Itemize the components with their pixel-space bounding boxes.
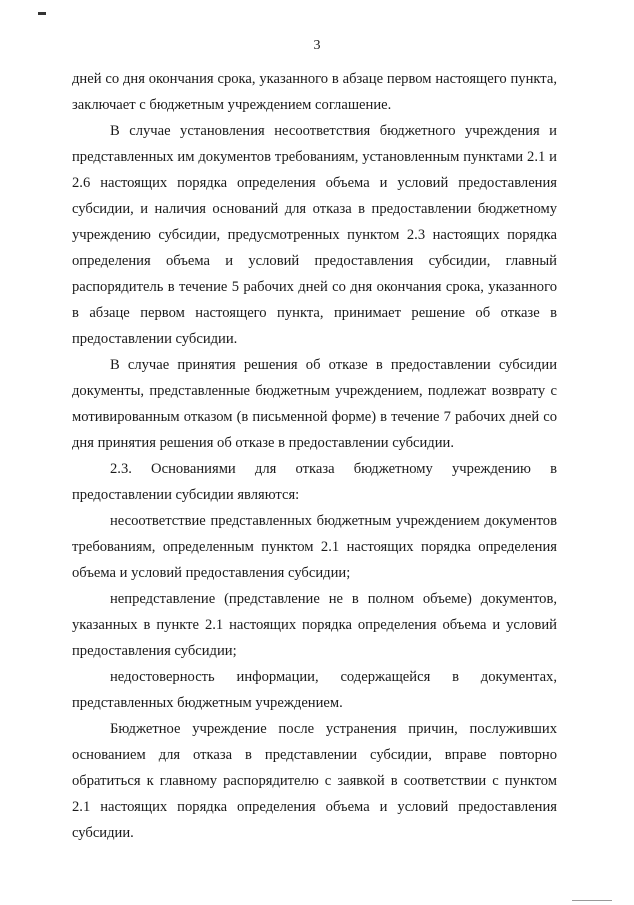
paragraph-ground-nonsubmission: непредставление (представление не в полном объеме) документов, указанных в пункте 2.1 настоящих порядка определения объема и условий предоставления субсидии;: [72, 591, 557, 659]
paragraph-section-2-3: 2.3. Основаниями для отказа бюджетному учреждению в предоставлении субсидии являются:: [72, 461, 557, 503]
document-body: [72, 66, 557, 846]
paragraph-ground-noncompliance: несоответствие представленных бюджетным учреждением документов требованиям, определенным пунктом 2.1 настоящих порядка определения объема и условий предоставления субсидии;: [72, 513, 557, 581]
paragraph-continuation: дней со дня окончания срока, указанного в абзаце первом настоящего пункта, заключает с бюджетным учреждением соглашение.: [72, 71, 557, 113]
paragraph-reapplication: Бюджетное учреждение после устранения причин, послуживших основанием для отказа в представлении субсидии, вправе повторно обратиться к главному распорядителю с заявкой в соответствии с пунктом 2.1 настоящих порядка определения объема и условий предоставления субсидии.: [72, 721, 557, 841]
paragraph-refusal-return: В случае принятия решения об отказе в предоставлении субсидии документы, представленные бюджетным учреждением, подлежат возврату с мотивированным отказом (в письменной форме) в течение 7 рабочих дней со дня принятия решения об отказе в предоставлении субсидии.: [72, 357, 557, 451]
scan-artifact-top-left: [38, 12, 46, 15]
page-number: 3: [313, 38, 321, 53]
paragraph-ground-inaccuracy: недостоверность информации, содержащейся в документах, представленных бюджетным учреждением.: [72, 669, 557, 711]
scan-artifact-bottom-right: [572, 900, 612, 901]
paragraph-mismatch-case: В случае установления несоответствия бюджетного учреждения и представленных им документов требованиям, установленным пунктами 2.1 и 2.6 настоящих порядка определения объема и условий предоставления субсидии, и наличия оснований для отказа в предоставлении бюджетному учреждению субсидии, предусмотренных пунктом 2.3 настоящих порядка определения объема и условий предоставления субсидии, главный распорядитель в течение 5 рабочих дней со дня окончания срока, указанного в абзаце первом настоящего пункта, принимает решение об отказе в предоставлении субсидии.: [72, 123, 557, 347]
